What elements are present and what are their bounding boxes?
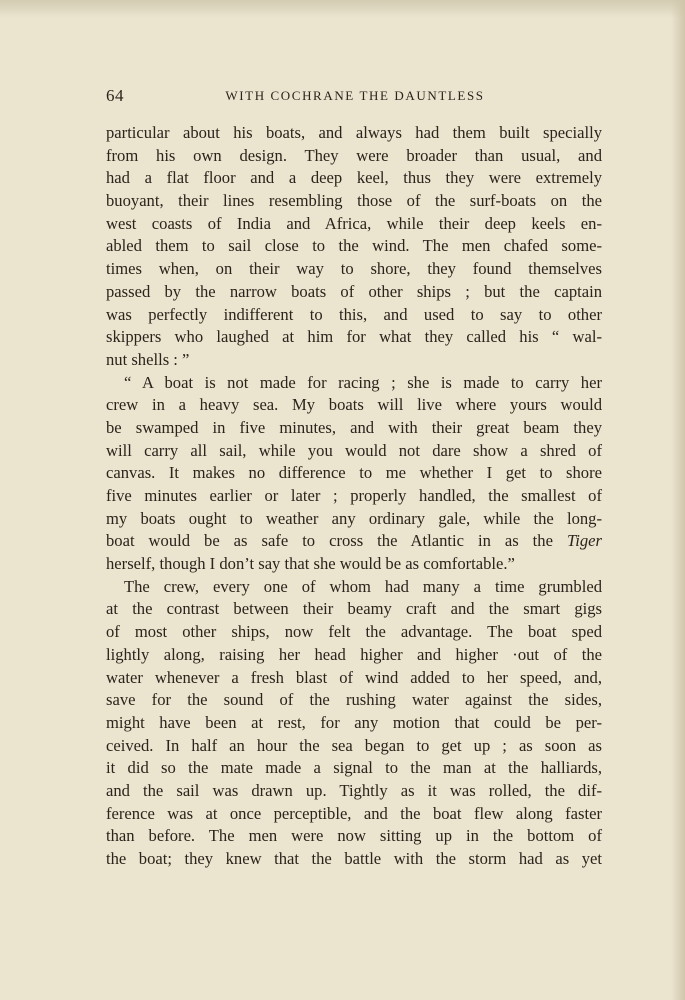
- text-line: nut shells : ”: [106, 349, 190, 369]
- page-number: 64: [106, 86, 124, 105]
- text-line: of most other ships, now felt the advantage. The boat sped: [106, 622, 602, 642]
- text-segment: boat would be as safe to cross the Atlantic in as the: [106, 531, 553, 551]
- text-line: skippers who laughed at him for what they called his “ wal-: [106, 327, 602, 347]
- text-line: lightly along, raising her head higher and higher ·out of the: [106, 644, 602, 664]
- body-text: [106, 122, 602, 871]
- text-line: from his own design. They were broader than usual, and: [106, 145, 602, 165]
- text-line: abled them to sail close to the wind. The men chafed some-: [106, 236, 602, 256]
- text-line: west coasts of India and Africa, while their deep keels en-: [106, 213, 602, 233]
- text-line: particular about his boats, and always had them built specially: [106, 123, 602, 142]
- text-line: than before. The men were now sitting up in the bottom of: [106, 826, 602, 846]
- text-line: had a flat floor and a deep keel, thus they were extremely: [106, 168, 602, 188]
- text-line: passed by the narrow boats of other ships ; but the captain: [106, 281, 602, 301]
- text-line-with-italic: [106, 530, 602, 553]
- running-title: WITH COCHRANE THE DAUNTLESS: [225, 88, 485, 103]
- text-line: might have been at rest, for any motion that could be per-: [106, 712, 602, 732]
- italic-ship-name: Tiger: [566, 531, 602, 551]
- text-line: The crew, every one of whom had many a time grumbled: [124, 576, 602, 596]
- text-line: “ A boat is not made for racing ; she is made to carry her: [124, 372, 602, 392]
- running-head: [106, 86, 604, 108]
- text-line: canvas. It makes no difference to me whether I get to shore: [106, 463, 602, 483]
- text-line: my boats ought to weather any ordinary gale, while the long-: [106, 508, 602, 528]
- text-line: and the sail was drawn up. Tightly as it was rolled, the dif-: [106, 780, 602, 800]
- text-line: will carry all sail, while you would not dare show a shred of: [106, 440, 602, 460]
- text-line: ference was at once perceptible, and the boat flew along faster: [106, 803, 602, 823]
- text-line: ceived. In half an hour the sea began to get up ; as soon as: [106, 735, 602, 755]
- text-line: be swamped in five minutes, and with their great beam they: [106, 417, 602, 437]
- text-line: herself, though I don’t say that she would be as comfortable.”: [106, 554, 515, 574]
- text-line: crew in a heavy sea. My boats will live where yours would: [106, 395, 602, 415]
- text-line: the boat; they knew that the battle with the storm had as yet: [106, 849, 602, 868]
- page-edge-shadow: [0, 0, 685, 18]
- text-line: times when, on their way to shore, they found themselves: [106, 259, 602, 279]
- page-edge-shadow-right: [671, 0, 685, 1000]
- text-line: buoyant, their lines resembling those of the surf-boats on the: [106, 191, 602, 211]
- text-line: was perfectly indifferent to this, and used to say to other: [106, 304, 602, 324]
- text-line: five minutes earlier or later ; properly handled, the smallest of: [106, 486, 602, 505]
- text-line: it did so the mate made a signal to the man at the halliards,: [106, 758, 602, 778]
- text-line: save for the sound of the rushing water against the sides,: [106, 690, 602, 710]
- text-line: water whenever a fresh blast of wind added to her speed, and,: [106, 667, 602, 687]
- text-line: at the contrast between their beamy craft and the smart gigs: [106, 599, 602, 619]
